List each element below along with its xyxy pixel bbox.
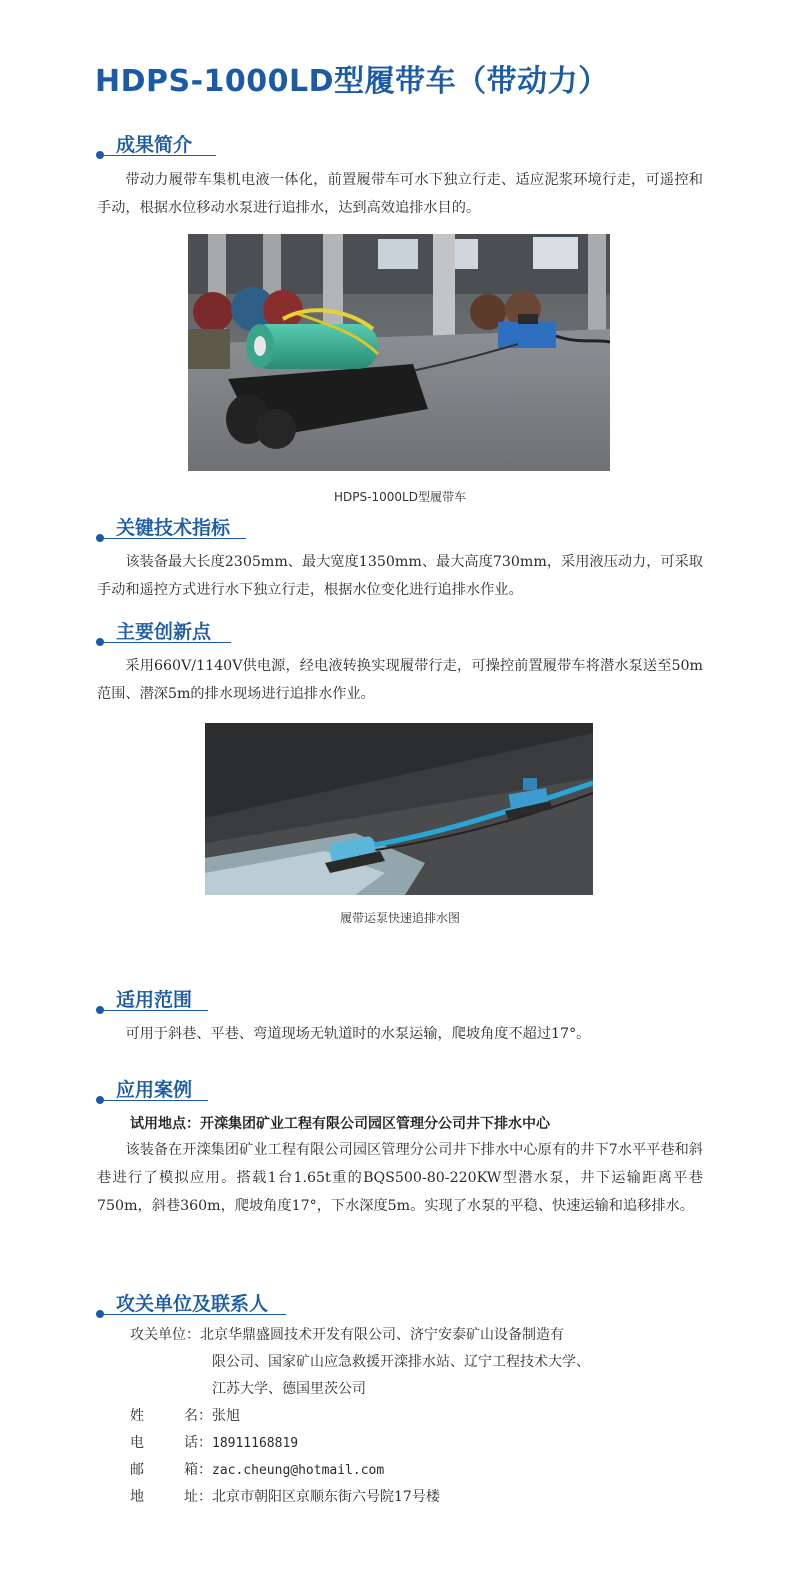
- innovation-text: 采用660V/1140V供电源，经电液转换实现履带行走，可操控前置履带车将潜水泵送至50m范围、潜深5m的排水现场进行追排水作业。: [97, 658, 703, 702]
- unit-line: 北京华鼎盛圆技术开发有限公司、济宁安泰矿山设备制造有: [200, 1327, 564, 1343]
- section-heading-cases: [96, 1075, 208, 1105]
- email-key-1: 邮: [130, 1462, 144, 1478]
- page-title: HDPS-1000LD型履带车（带动力）: [95, 64, 609, 99]
- contact-phone: 18911168819: [212, 1436, 299, 1451]
- name-key-1: 姓: [130, 1408, 144, 1424]
- section-heading-label: 主要创新点: [116, 621, 212, 643]
- contact-unit-row-3: [130, 1376, 590, 1403]
- bullet-dot-icon: [96, 534, 104, 542]
- scope-text: 可用于斜巷、平巷、弯道现场无轨道时的水泵运输，爬坡角度不超过17°。: [125, 1026, 591, 1042]
- section-heading-label: 应用案例: [116, 1079, 193, 1101]
- contact-address: 北京市朝阳区京顺东街六号院17号楼: [212, 1489, 440, 1505]
- section-heading-contacts: [96, 1289, 286, 1319]
- pump-transport-diagram: [205, 723, 593, 895]
- cases-text: 该装备在开滦集团矿业工程有限公司园区管理分公司井下排水中心原有的井下7水平平巷和斜巷进行了模拟应用。搭载1台1.65t重的BQS500-80-220KW型潜水泵，井下运输距离平巷750m，斜巷360m，爬坡角度17°，下水深度5m。实现了水泵的平稳、快速运输和追移排水。: [97, 1142, 703, 1214]
- contact-email-row: [130, 1457, 590, 1484]
- bullet-dot-icon: [96, 1310, 104, 1318]
- contact-name-row: [130, 1403, 590, 1430]
- address-key-1: 地: [130, 1489, 144, 1505]
- photo1-caption: HDPS-1000LD型履带车: [334, 490, 466, 504]
- contact-unit-row-2: [130, 1349, 590, 1376]
- photo2-caption: 履带运泵快速追排水图: [339, 911, 460, 925]
- contact-unit-row: [130, 1322, 590, 1349]
- unit-line: 江苏大学、德国里茨公司: [212, 1381, 366, 1397]
- section-heading-summary: [96, 130, 216, 160]
- name-key-2: 名：: [184, 1408, 212, 1424]
- contact-name: 张旭: [212, 1408, 240, 1424]
- section-heading-label: 适用范围: [116, 989, 193, 1011]
- bullet-dot-icon: [96, 1006, 104, 1014]
- specs-text: 该装备最大长度2305mm、最大宽度1350mm、最大高度730mm，采用液压动力，可采取手动和遥控方式进行水下独立行走，根据水位变化进行追排水作业。: [97, 554, 703, 598]
- crawler-vehicle-photo: [188, 234, 610, 471]
- section-heading-specs: [96, 513, 246, 543]
- section-heading-scope: [96, 985, 208, 1015]
- contact-phone-row: [130, 1430, 590, 1457]
- email-key-2: 箱：: [184, 1462, 212, 1478]
- contact-address-row: [130, 1484, 590, 1511]
- unit-key: 攻关单位：: [130, 1327, 200, 1343]
- phone-key-2: 话：: [184, 1435, 212, 1451]
- section-heading-innovation: [96, 617, 231, 647]
- bullet-dot-icon: [96, 638, 104, 646]
- summary-text: 带动力履带车集机电液一体化，前置履带车可水下独立行走、适应泥浆环境行走，可遥控和手动，根据水位移动水泵进行追排水，达到高效追排水目的。: [97, 172, 703, 216]
- bullet-dot-icon: [96, 151, 104, 159]
- unit-line: 限公司、国家矿山应急救援开滦排水站、辽宁工程技术大学、: [212, 1354, 590, 1370]
- address-key-2: 址：: [184, 1489, 212, 1505]
- bullet-dot-icon: [96, 1096, 104, 1104]
- phone-key-1: 电: [130, 1435, 144, 1451]
- trial-site: 试用地点：开滦集团矿业工程有限公司园区管理分公司井下排水中心: [130, 1116, 550, 1132]
- section-heading-label: 攻关单位及联系人: [116, 1293, 269, 1315]
- contact-email: zac.cheung@hotmail.com: [212, 1463, 385, 1478]
- contact-block: [130, 1322, 590, 1511]
- section-heading-label: 成果简介: [116, 134, 193, 156]
- section-heading-label: 关键技术指标: [116, 517, 231, 539]
